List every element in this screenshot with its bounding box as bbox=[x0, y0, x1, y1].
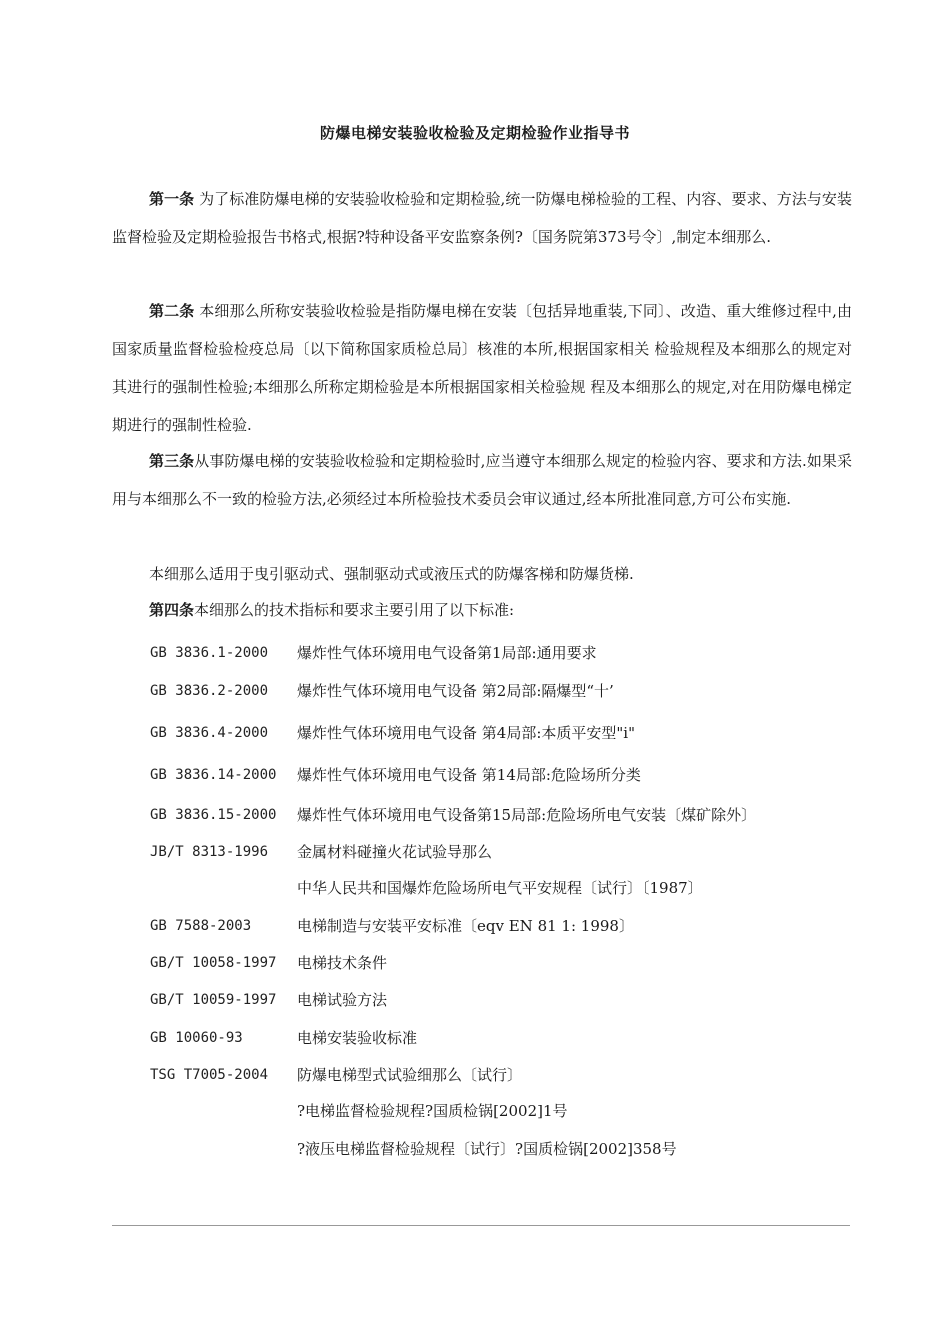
standard-row bbox=[0, 840, 950, 864]
standard-code: GB 3836.15-2000 bbox=[150, 807, 277, 823]
article-4-text: 本细那么的技术指标和要求主要引用了以下标准: bbox=[194, 601, 515, 619]
standard-title: 爆炸性气体环境用电气设备第1局部:通用要求 bbox=[297, 644, 597, 662]
article-2-text: 本细那么所称安装验收检验是指防爆电梯在安装〔包括异地重装,下同〕、改造、重大维修过程中,由国家质量监督检验检疫总局〔以下简称国家质检总局〕核准的本所,根据国家相关 检验规程及本细那么的规定对其进行的强制性检验;本细那么所称定期检验是本所根据国家相关检验规 程及本细那么的规定,对在用防爆电梯定期进行的强制性检验. bbox=[112, 302, 852, 434]
standard-row bbox=[0, 721, 950, 745]
standard-code: GB/T 10058-1997 bbox=[150, 955, 277, 971]
standard-code: GB 3836.2-2000 bbox=[150, 683, 269, 699]
standard-code: JB/T 8313-1996 bbox=[150, 844, 269, 860]
standard-row bbox=[0, 641, 950, 665]
standard-row bbox=[0, 1026, 950, 1050]
standard-title: 爆炸性气体环境用电气设备 第4局部:本质平安型"i" bbox=[297, 724, 635, 742]
article-1-heading: 第一条 bbox=[149, 190, 195, 208]
standard-row bbox=[0, 763, 950, 787]
standard-title: 爆炸性气体环境用电气设备 第14局部:危险场所分类 bbox=[297, 766, 641, 784]
standard-code: GB 10060-93 bbox=[150, 1030, 243, 1046]
standard-row bbox=[0, 679, 950, 703]
standard-title: 电梯制造与安装平安标准〔eqv EN 81 1: 1998〕 bbox=[297, 917, 634, 935]
standard-title: 爆炸性气体环境用电气设备第15局部:危险场所电气安装〔煤矿除外〕 bbox=[297, 806, 757, 824]
standard-title: 电梯安装验收标准 bbox=[297, 1029, 418, 1047]
standard-title: 防爆电梯型式试验细那么〔试行〕 bbox=[297, 1066, 523, 1084]
standard-code: TSG T7005-2004 bbox=[150, 1067, 269, 1083]
standard-title: 金属材料碰撞火花试验导那么 bbox=[297, 843, 493, 861]
article-1-text: 为了标准防爆电梯的安装验收检验和定期检验,统一防爆电梯检验的工程、内容、要求、方法与安装监督检验及定期检验报告书格式,根据?特种设备平安监察条例?〔国务院第373号令〕,制定本细那么. bbox=[112, 190, 852, 246]
footer-divider bbox=[112, 1225, 850, 1226]
article-3-text: 从事防爆电梯的安装验收检验和定期检验时,应当遵守本细那么规定的检验内容、要求和方法.如果采用与本细那么不一致的检验方法,必须经过本所检验技术委员会审议通过,经本所批准同意,方可公布实施. bbox=[112, 452, 852, 508]
document-title: 防爆电梯安装验收检验及定期检验作业指导书 bbox=[319, 124, 630, 142]
standard-code: GB 3836.14-2000 bbox=[150, 767, 277, 783]
standard-title: 中华人民共和国爆炸危险场所电气平安规程〔试行〕〔1987〕 bbox=[297, 879, 703, 897]
standard-row bbox=[0, 876, 950, 900]
article-3-heading: 第三条 bbox=[149, 452, 195, 470]
standard-row bbox=[0, 988, 950, 1012]
standard-title: 电梯技术条件 bbox=[297, 954, 388, 972]
standard-code: GB/T 10059-1997 bbox=[150, 992, 277, 1008]
standard-title: 电梯试验方法 bbox=[297, 991, 388, 1009]
standard-code: GB 3836.1-2000 bbox=[150, 645, 269, 661]
standard-code: GB 3836.4-2000 bbox=[150, 725, 269, 741]
article-2-heading: 第二条 bbox=[149, 302, 195, 320]
standard-row bbox=[0, 951, 950, 975]
article-scope-text: 本细那么适用于曳引驱动式、强制驱动式或液压式的防爆客梯和防爆货梯. bbox=[149, 565, 634, 583]
standard-row bbox=[0, 803, 950, 827]
standard-row bbox=[0, 1063, 950, 1087]
article-4-heading: 第四条 bbox=[149, 601, 195, 619]
standard-title: ?液压电梯监督检验规程〔试行〕?国质检锅[2002]358号 bbox=[297, 1140, 677, 1158]
standard-title: ?电梯监督检验规程?国质检锅[2002]1号 bbox=[297, 1102, 568, 1120]
standard-code: GB 7588-2003 bbox=[150, 918, 252, 934]
standard-row bbox=[0, 914, 950, 938]
standard-row bbox=[0, 1137, 950, 1161]
standard-row bbox=[0, 1099, 950, 1123]
standard-title: 爆炸性气体环境用电气设备 第2局部:隔爆型“十’ bbox=[297, 682, 614, 700]
